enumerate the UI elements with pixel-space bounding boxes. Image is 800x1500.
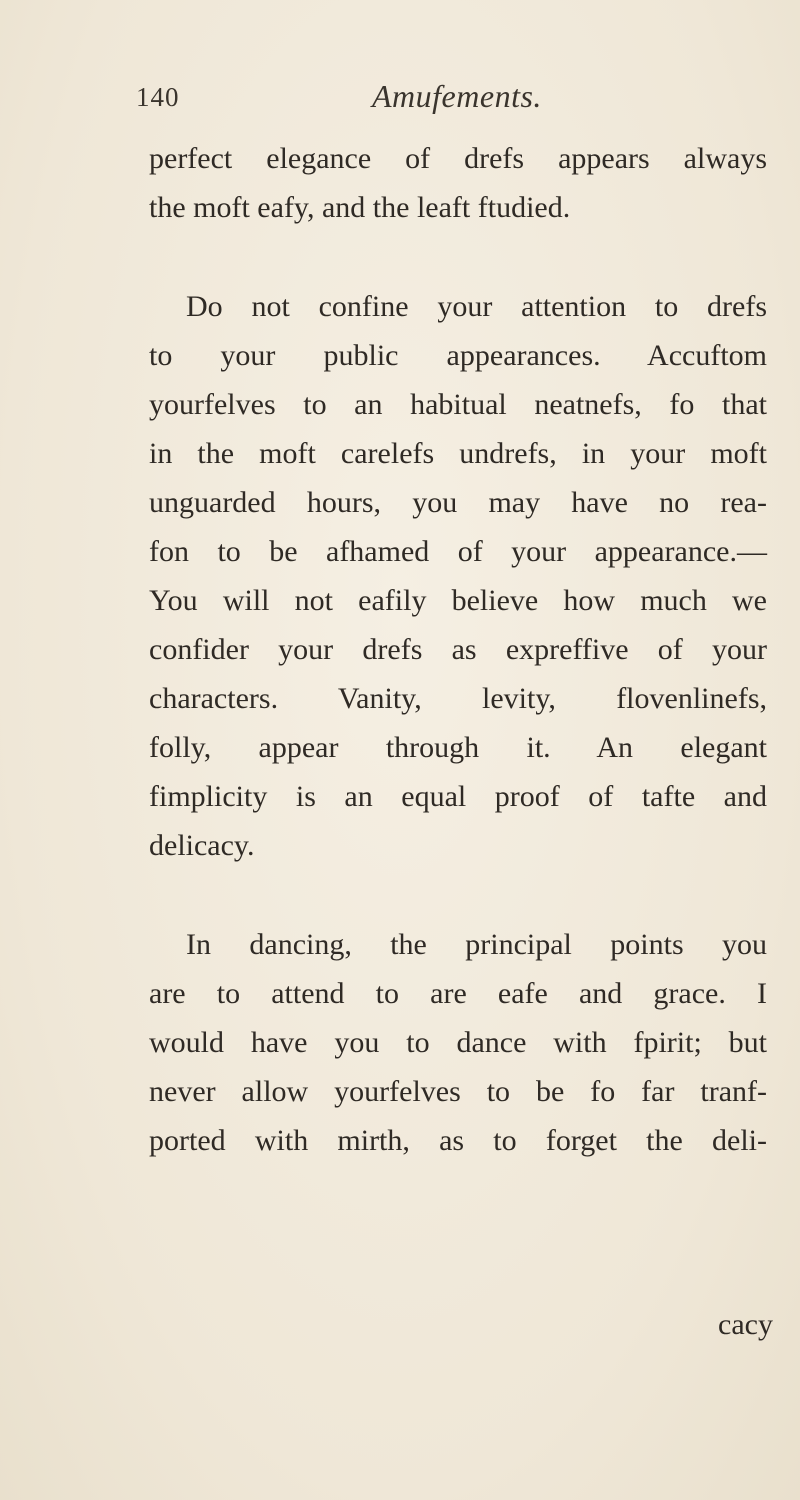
catchword: cacy xyxy=(718,1308,773,1341)
text-line: perfect elegance of drefs appears always xyxy=(149,142,767,175)
text-line: In dancing, the principal points you xyxy=(186,928,767,961)
text-line: the moft eafy, and the leaft ftudied. xyxy=(149,191,571,224)
text-line: You will not eafily believe how much we xyxy=(149,584,767,617)
text-line: fimplicity is an equal proof of tafte and xyxy=(149,780,767,813)
paragraph-2 xyxy=(149,282,767,870)
text-line: would have you to dance with fpirit; but xyxy=(149,1026,767,1059)
text-line: folly, appear through it. An elegant xyxy=(149,731,767,764)
text-line: fon to be afhamed of your appearance.— xyxy=(149,535,767,568)
text-line: unguarded hours, you may have no rea- xyxy=(149,486,767,519)
body-text xyxy=(149,134,767,1165)
paragraph-1 xyxy=(149,134,767,232)
text-line: in the moft carelefs undrefs, in your moft xyxy=(149,437,767,470)
text-line: yourfelves to an habitual neatnefs, fo that xyxy=(149,388,767,421)
page-number: 140 xyxy=(136,82,180,112)
paragraph-gap xyxy=(149,870,767,920)
text-line: Do not confine your attention to drefs xyxy=(186,290,767,323)
text-line: confider your drefs as expreffive of your xyxy=(149,633,767,666)
text-line: delicacy. xyxy=(149,829,255,862)
text-line: never allow yourfelves to be fo far tranf- xyxy=(149,1075,767,1108)
text-line: to your public appearances. Accuftom xyxy=(149,339,767,372)
paragraph-3 xyxy=(149,920,767,1165)
page-header xyxy=(0,78,800,122)
text-line: are to attend to are eafe and grace. I xyxy=(149,977,767,1010)
running-head: Amufements. xyxy=(372,78,542,114)
text-line: ported with mirth, as to forget the deli- xyxy=(149,1124,767,1157)
paragraph-gap xyxy=(149,232,767,282)
text-line: characters. Vanity, levity, flovenlinefs, xyxy=(149,682,767,715)
